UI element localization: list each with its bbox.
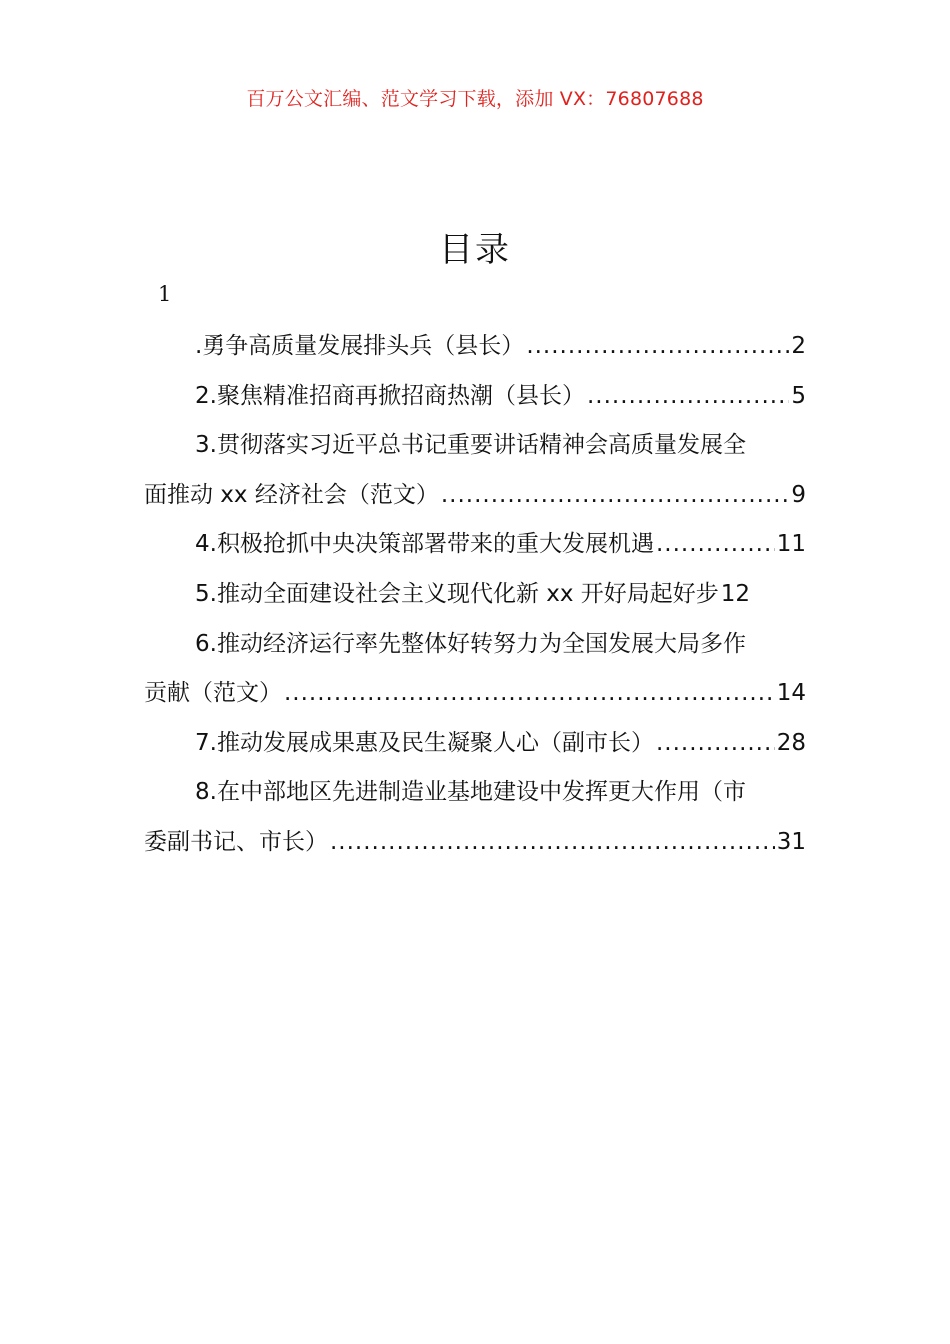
toc-page-number: 14 <box>776 680 806 707</box>
list-marker: 1 <box>158 282 172 306</box>
toc-entry-7[interactable] <box>144 719 806 769</box>
page-title: 目录 <box>439 230 511 270</box>
toc-entry-8[interactable] <box>144 768 806 818</box>
toc-entry-6[interactable] <box>144 620 806 670</box>
toc-entry-6-continued[interactable] <box>144 669 806 719</box>
toc-leader-dots <box>656 719 775 769</box>
toc-page-number: 2 <box>791 333 806 359</box>
toc-leader-dots <box>587 372 789 422</box>
toc-leader-dots <box>330 818 775 868</box>
toc-page-number: 31 <box>776 828 806 855</box>
toc-leader-dots <box>526 322 789 372</box>
toc-entry-title: 8.在中部地区先进制造业基地建设中发挥更大作用（市 <box>195 779 746 806</box>
toc-entry-8-continued[interactable] <box>144 818 806 868</box>
toc-page-number: 9 <box>791 481 806 508</box>
toc-page-number: 11 <box>776 531 806 558</box>
toc-entry-4[interactable] <box>144 520 806 570</box>
toc-entry-title: .勇争高质量发展排头兵（县长） <box>195 333 525 359</box>
toc-entry-title: 3.贯彻落实习近平总书记重要讲话精神会高质量发展全 <box>195 432 746 459</box>
toc-entry-title: 4.积极抢抓中央决策部署带来的重大发展机遇 <box>195 531 654 558</box>
toc-entry-title: 2.聚焦精准招商再掀招商热潮（县长） <box>195 382 585 409</box>
toc-entry-3-continued[interactable] <box>144 471 806 521</box>
toc-entry-1[interactable] <box>144 322 806 372</box>
toc-entry-3[interactable] <box>144 421 806 471</box>
toc-leader-dots <box>656 520 775 570</box>
header-promo-note: 百万公文汇编、范文学习下载，添加 VX：76807688 <box>246 88 704 110</box>
toc-entry-title: 6.推动经济运行率先整体好转努力为全国发展大局多作 <box>195 630 746 657</box>
toc-entry-title-cont: 贡献（范文） <box>144 680 282 707</box>
table-of-contents <box>144 322 806 868</box>
toc-page-number: 12 <box>720 580 751 607</box>
toc-page-number: 5 <box>791 382 806 409</box>
toc-entry-5[interactable] <box>144 570 806 620</box>
toc-entry-title-cont: 面推动 xx 经济社会（范文） <box>144 481 439 508</box>
toc-entry-title-cont: 委副书记、市长） <box>144 828 328 855</box>
toc-entry-title: 7.推动发展成果惠及民生凝聚人心（副市长） <box>195 729 654 756</box>
toc-entry-title: 5.推动全面建设社会主义现代化新 xx 开好局起好步 <box>195 580 719 607</box>
toc-leader-dots <box>284 669 775 719</box>
toc-leader-dots <box>441 471 790 521</box>
toc-page-number: 28 <box>776 729 806 756</box>
toc-entry-2[interactable] <box>144 372 806 422</box>
